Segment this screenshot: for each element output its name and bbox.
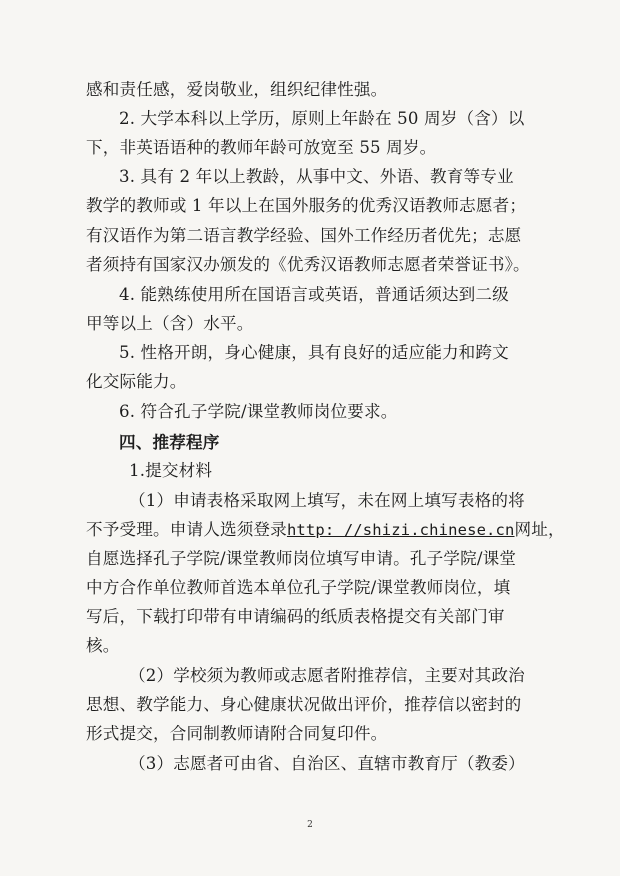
text-line: 形式提交，合同制教师请附合同复印件。 <box>86 724 388 743</box>
website-link[interactable]: http: //shizi.chinese.cn <box>286 521 515 539</box>
text-line: 5. 性格开朗，身心健康，具有良好的适应能力和跨文 <box>119 343 509 362</box>
text-line: 6. 符合孔子学院/课堂教师岗位要求。 <box>119 402 398 421</box>
text-line: （1）申请表格采取网上填写，未在网上填写表格的将 <box>129 491 525 510</box>
text-line: 2. 大学本科以上学历，原则上年龄在 50 周岁（含）以 <box>119 109 525 128</box>
text-line: 核。 <box>86 636 120 655</box>
text-line <box>86 519 565 541</box>
page-number: 2 <box>307 820 313 830</box>
text-line: 中方合作单位教师首选本单位孔子学院/课堂教师岗位，填 <box>86 578 511 597</box>
text-line: 思想、教学能力、身心健康状况做出评价，推荐信以密封的 <box>86 695 522 714</box>
text-span: 不予受理。申请人选须登录 <box>86 520 287 539</box>
section-heading: 四、推荐程序 <box>119 432 220 452</box>
text-line: 者须持有国家汉办颁发的《优秀汉语教师志愿者荣誉证书》。 <box>86 255 530 274</box>
text-line: 有汉语作为第二语言教学经验、国外工作经历者优先；志愿 <box>86 226 522 245</box>
subsection-heading: 1.提交材料 <box>129 461 213 480</box>
text-line: 教学的教师或 1 年以上在国外服务的优秀汉语教师志愿者； <box>86 196 527 215</box>
text-line: 感和责任感，爱岗敬业，组织纪律性强。 <box>86 80 388 99</box>
text-line: 3. 具有 2 年以上教龄，从事中文、外语、教育等专业 <box>119 167 514 186</box>
text-line: 自愿选择孔子学院/课堂教师岗位填写申请。孔子学院/课堂 <box>86 549 517 568</box>
text-span: 网址， <box>514 520 565 539</box>
text-line: 化交际能力。 <box>86 372 187 391</box>
text-line: 4. 能熟练使用所在国语言或英语，普通话须达到二级 <box>119 285 509 304</box>
text-line: 甲等以上（含）水平。 <box>86 314 254 333</box>
text-line: （2）学校须为教师或志愿者附推荐信，主要对其政治 <box>129 666 525 685</box>
text-line: 下，非英语语种的教师年龄可放宽至 55 周岁。 <box>86 138 437 157</box>
text-line: 写后，下载打印带有申请编码的纸质表格提交有关部门审 <box>86 607 505 626</box>
text-line: （3）志愿者可由省、自治区、直辖市教育厅（教委） <box>129 754 525 773</box>
